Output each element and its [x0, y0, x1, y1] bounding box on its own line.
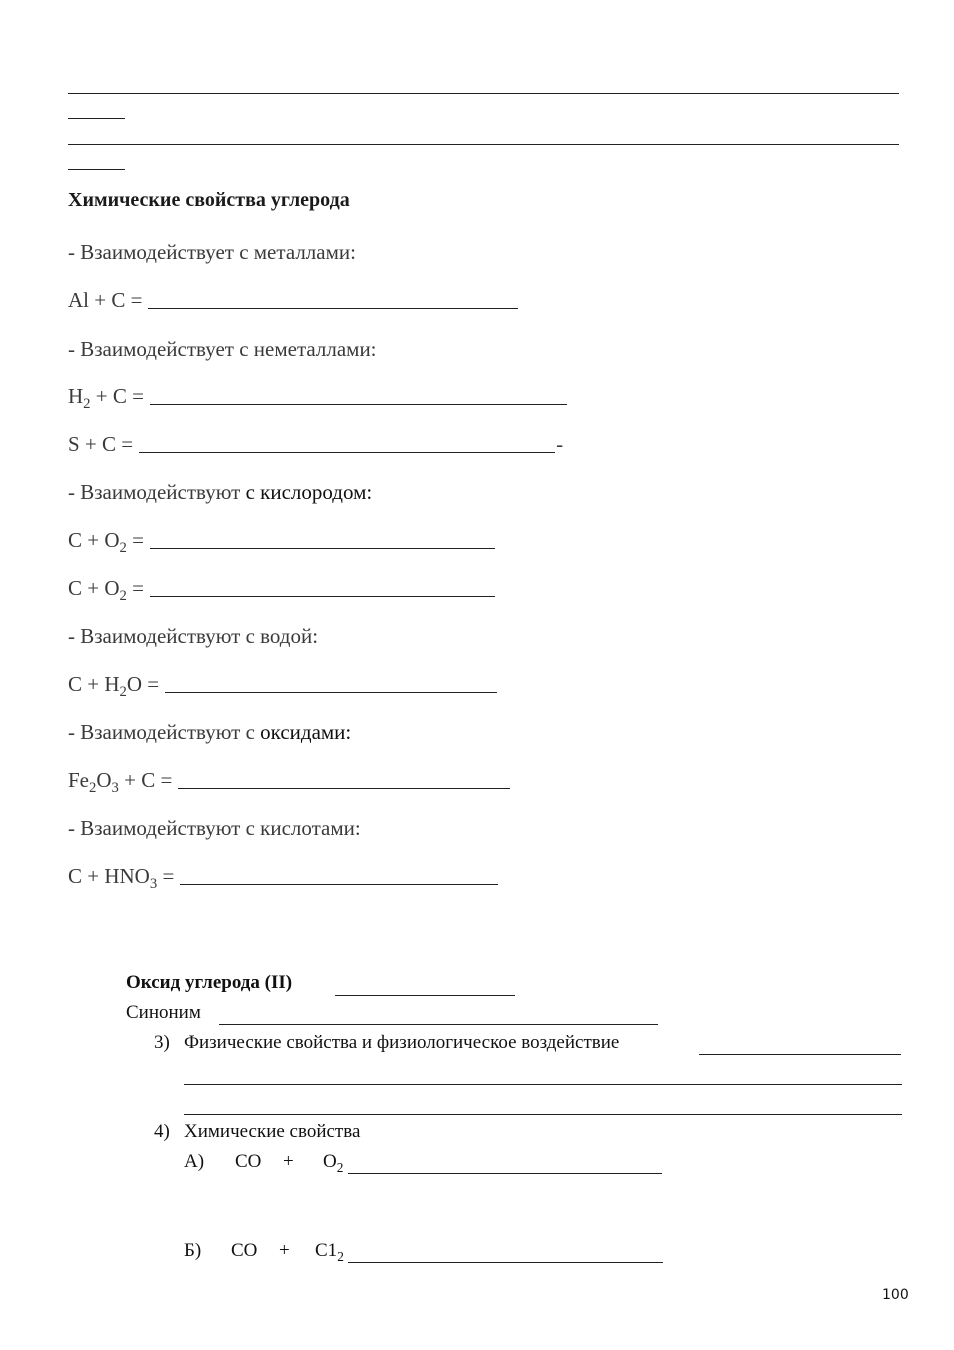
equation-fe2o3 [68, 768, 510, 797]
equation-o2-2-text: $C + O_2$ = [68, 576, 144, 605]
equation-al [68, 288, 518, 313]
answer-line-1 [68, 93, 899, 94]
equation-o2-2 [68, 576, 495, 605]
item-3-text: Физические свойства и физиологическое воздействие [184, 1032, 620, 1053]
oxygen-label: - Взаимодействуют с кислородом: [68, 480, 373, 504]
item-3-blank [699, 1054, 901, 1055]
oxide-title: Оксид углерода (II) [126, 972, 293, 993]
page-number: 100 [882, 1287, 909, 1303]
equation-s-dash: - [556, 432, 564, 456]
equation-h2-text: $H_2 + C$ = [68, 384, 144, 413]
answer-line-2-tail [68, 169, 125, 170]
answer-line-1-tail [68, 118, 125, 119]
item-3-line-2 [184, 1084, 902, 1085]
reaction-b-plus: + [279, 1240, 290, 1261]
reaction-a-label: А) [184, 1151, 205, 1172]
oxides-label: - Взаимодействуют с оксидами: [68, 720, 352, 744]
equation-o2-1 [68, 528, 495, 557]
equation-water [68, 672, 497, 701]
equation-water-text: $C + H_2O$ = [68, 672, 160, 701]
equation-o2-1-text: $C + O_2$ = [68, 528, 144, 557]
equation-s-text: S + C = [68, 432, 134, 456]
synonym-label: Синоним [126, 1002, 201, 1023]
nonmetals-label: - Взаимодействует с неметаллами: [68, 337, 377, 361]
water-label: - Взаимодействуют с водой: [68, 624, 319, 648]
section-heading: Химические свойства углерода [68, 189, 350, 211]
answer-blank [178, 787, 510, 789]
equation-al-text: Al + C = [68, 288, 143, 312]
answer-blank [150, 595, 495, 597]
item-3-line-3 [184, 1114, 902, 1115]
reaction-b-blank [348, 1262, 663, 1263]
metals-label: - Взаимодействует с металлами: [68, 240, 356, 264]
equation-hno3 [68, 864, 498, 893]
equation-s [68, 432, 563, 457]
reaction-b-co: CO [231, 1240, 258, 1261]
reaction-b-label: Б) [184, 1240, 202, 1261]
item-4-text: Химические свойства [184, 1121, 361, 1142]
answer-blank [165, 691, 497, 693]
answer-blank [180, 883, 498, 885]
reaction-a-co: CO [235, 1151, 262, 1172]
reaction-a-plus: + [283, 1151, 294, 1172]
reaction-a-o2: $O_2$ [323, 1151, 344, 1175]
reaction-b-cl2: $C1_2$ [315, 1240, 344, 1264]
equation-hno3-text: $C + HNO_3$ = [68, 864, 175, 893]
reaction-a-blank [348, 1173, 662, 1174]
answer-line-2 [68, 144, 899, 145]
item-3-number: 3) [154, 1032, 170, 1053]
acids-label: - Взаимодействуют с кислотами: [68, 816, 361, 840]
equation-fe2o3-text: $Fe_2O_3 + C$ = [68, 768, 173, 797]
item-4-number: 4) [154, 1121, 170, 1142]
answer-blank [150, 403, 567, 405]
equation-h2 [68, 384, 567, 413]
synonym-blank [219, 1024, 658, 1025]
answer-blank [139, 451, 555, 453]
answer-blank [148, 307, 518, 309]
answer-blank [150, 547, 495, 549]
oxide-title-blank [335, 995, 515, 996]
